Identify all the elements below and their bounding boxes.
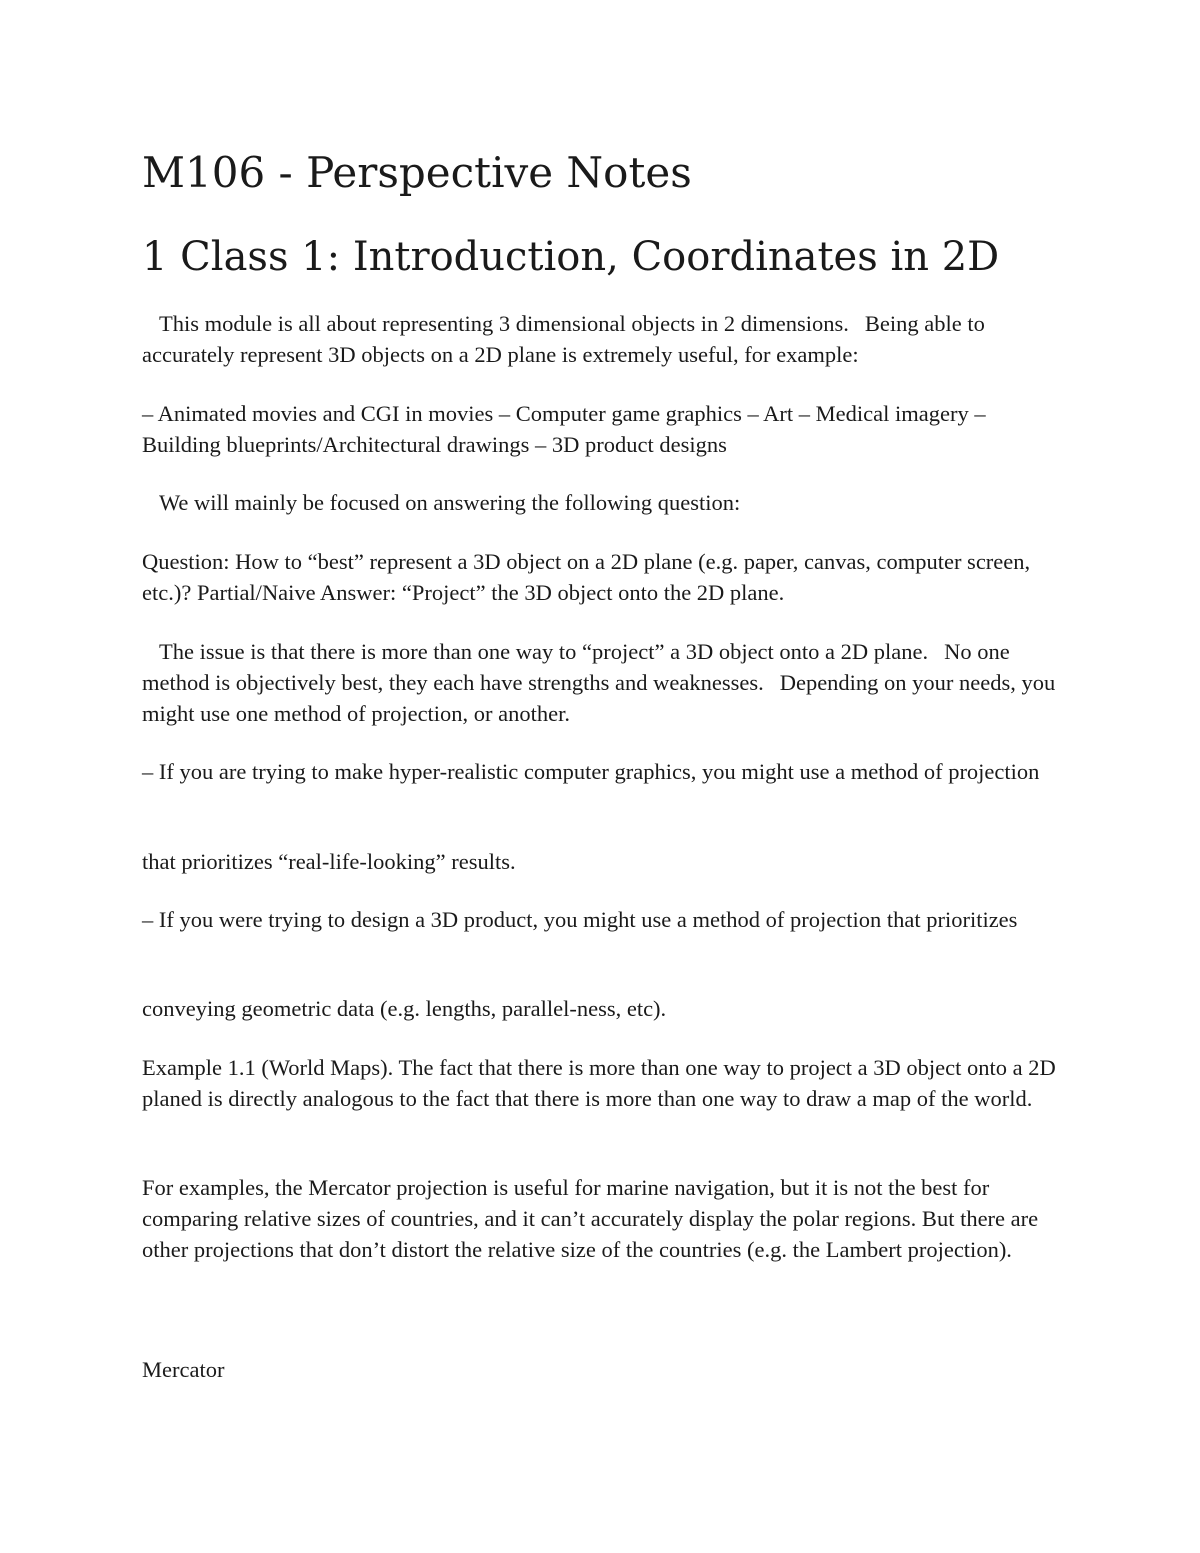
intro-sentence-2: Being able to accurately represent 3D objects on a 2D plane is extremely useful, for example: — [142, 311, 985, 367]
example-1-1-paragraph: Example 1.1 (World Maps). The fact that there is more than one way to project a 3D object onto a 2D planed is directly analogous to the fact that there is more than one way to draw a map of the world. — [142, 1055, 1056, 1111]
product-continuation-paragraph: conveying geometric data (e.g. lengths, parallel-ness, etc). — [142, 996, 667, 1021]
examples-list-paragraph: – Animated movies and CGI in movies – Computer game graphics – Art – Medical imagery – Building blueprints/Architectural drawings – 3D product designs — [142, 401, 986, 457]
product-point-paragraph: – If you were trying to design a 3D product, you might use a method of projection that prioritizes — [142, 907, 1018, 932]
intro-sentence-1: This module is all about representing 3 dimensional objects in 2 dimensions. — [159, 311, 849, 336]
graphics-continuation-paragraph: that prioritizes “real-life-looking” results. — [142, 849, 516, 874]
mercator-label: Mercator — [142, 1357, 225, 1382]
question-paragraph: Question: How to “best” represent a 3D object on a 2D plane (e.g. paper, canvas, computer screen, etc.)? Partial/Naive Answer: “Project” the 3D object onto the 2D plane. — [142, 549, 1031, 605]
issue-paragraph — [142, 636, 1067, 729]
issue-sentence-2: No one method is objectively best, they each have strengths and weaknesses. — [142, 639, 1010, 695]
graphics-point-paragraph: – If you are trying to make hyper-realistic computer graphics, you might use a method of projection — [142, 759, 1040, 784]
issue-sentence-1: The issue is that there is more than one way to “project” a 3D object onto a 2D plane. — [159, 639, 929, 664]
focus-paragraph: We will mainly be focused on answering the following question: — [159, 490, 741, 515]
section-heading: 1 Class 1: Introduction, Coordinates in 2D — [142, 234, 1000, 280]
issue-sentence-3: Depending on your needs, you might use one method of projection, or another. — [142, 670, 1056, 726]
mercator-paragraph: For examples, the Mercator projection is useful for marine navigation, but it is not the best for comparing relative sizes of countries, and it can’t accurately display the polar regions. But there are other projections that don’t distort the relative size of the countries (e.g. the Lambert projection). — [142, 1175, 1039, 1262]
document-title: M106 - Perspective Notes — [142, 148, 692, 197]
intro-paragraph — [142, 308, 1067, 370]
document-page — [142, 0, 1067, 1553]
